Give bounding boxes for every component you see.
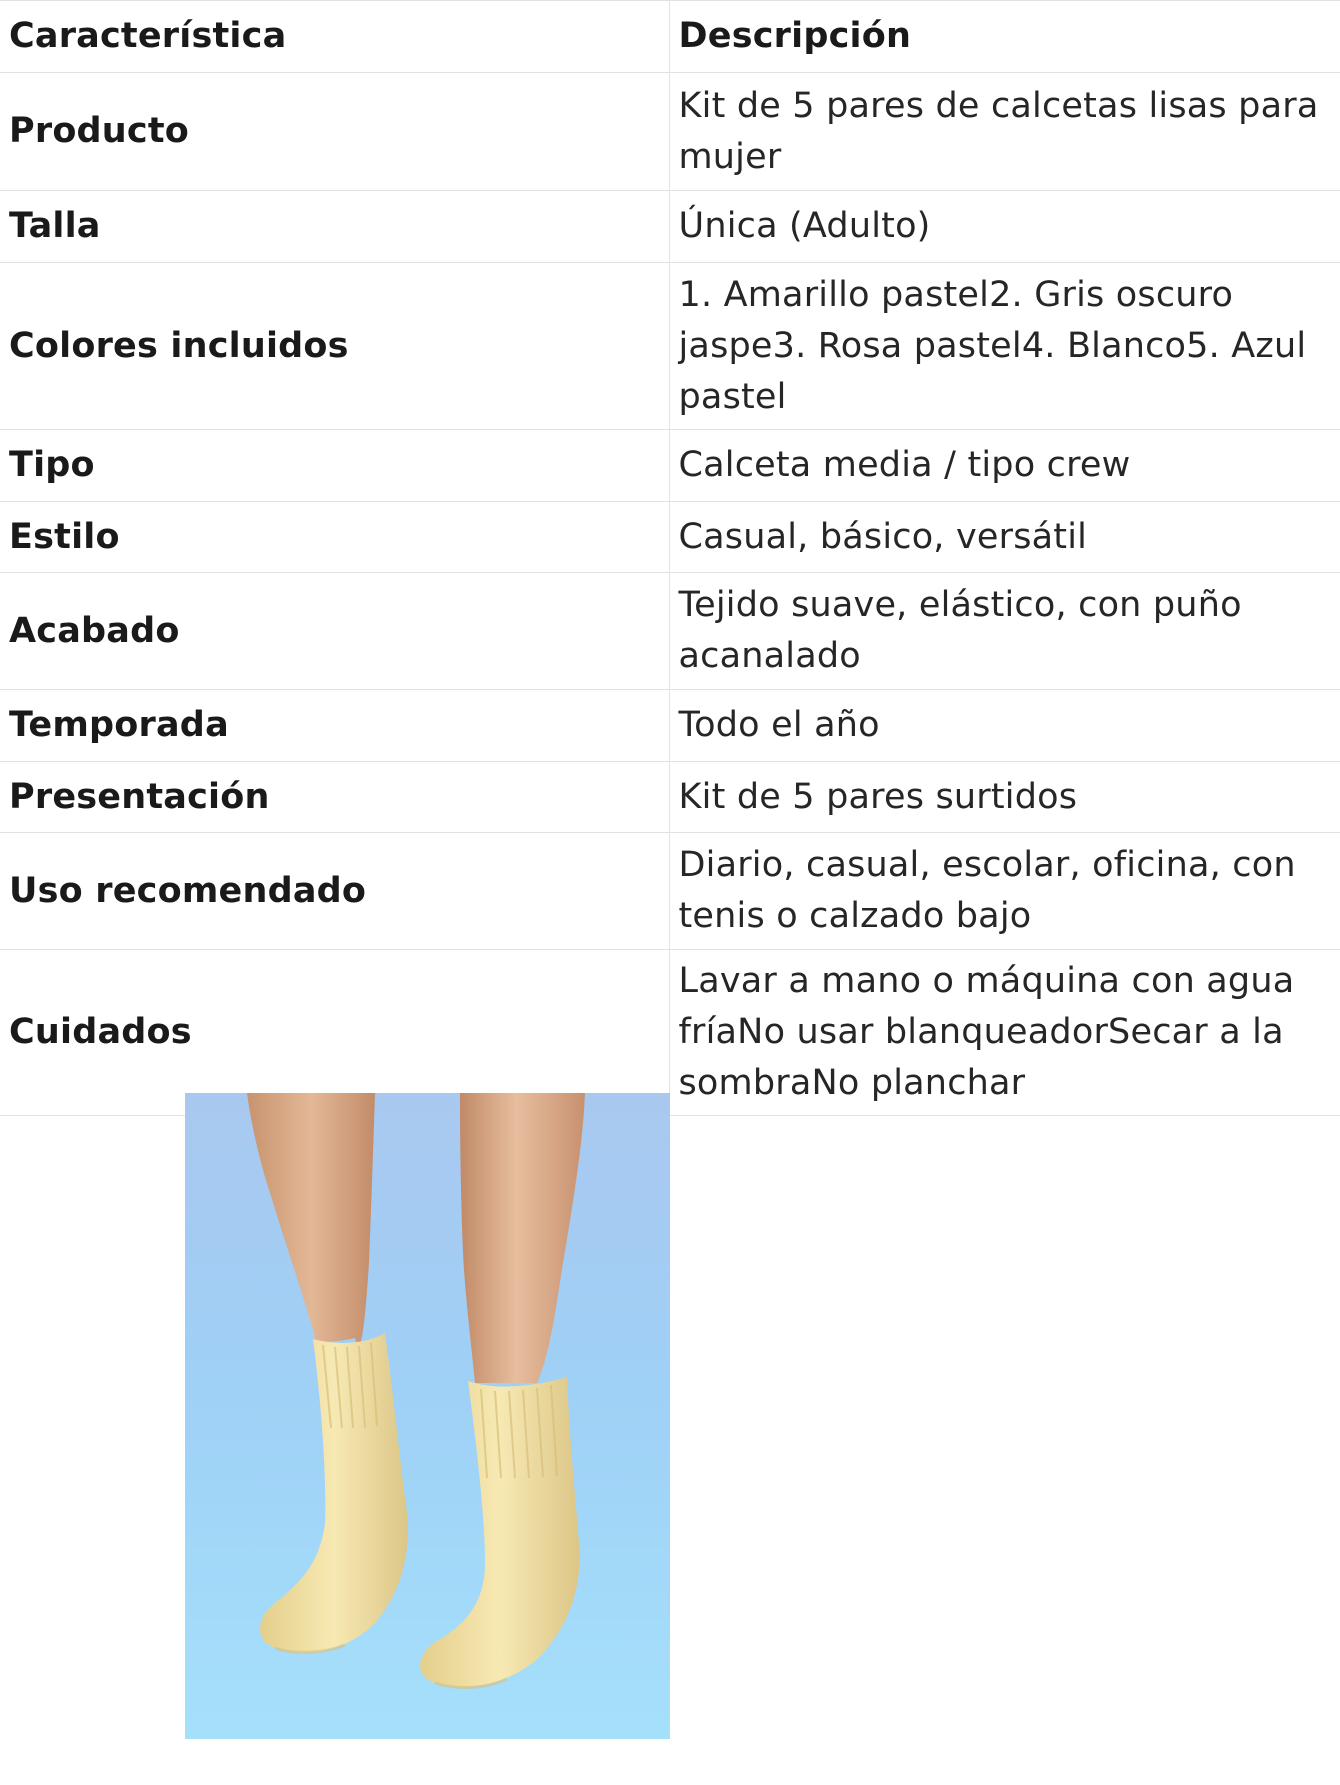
row-value: Única (Adulto) bbox=[669, 191, 1340, 263]
table-row bbox=[0, 573, 1340, 690]
row-label: Temporada bbox=[0, 690, 669, 762]
table-row bbox=[0, 762, 1340, 833]
row-value: 1. Amarillo pastel2. Gris oscuro jaspe3. Rosa pastel4. Blanco5. Azul pastel bbox=[669, 263, 1340, 430]
socks-illustration bbox=[185, 1093, 670, 1739]
table-row bbox=[0, 263, 1340, 430]
table-row bbox=[0, 191, 1340, 263]
table-row bbox=[0, 430, 1340, 502]
row-value: Tejido suave, elástico, con puño acanalado bbox=[669, 573, 1340, 690]
row-label: Tipo bbox=[0, 430, 669, 502]
table-row bbox=[0, 690, 1340, 762]
header-descripcion: Descripción bbox=[669, 1, 1340, 73]
left-leg bbox=[247, 1093, 375, 1346]
row-value: Diario, casual, escolar, oficina, con tenis o calzado bajo bbox=[669, 833, 1340, 950]
row-value: Lavar a mano o máquina con agua fríaNo usar blanqueadorSecar a la sombraNo planchar bbox=[669, 950, 1340, 1116]
left-sock bbox=[260, 1333, 408, 1653]
row-label: Colores incluidos bbox=[0, 263, 669, 430]
row-label: Presentación bbox=[0, 762, 669, 833]
table-row bbox=[0, 73, 1340, 191]
row-label: Estilo bbox=[0, 502, 669, 573]
row-value: Kit de 5 pares surtidos bbox=[669, 762, 1340, 833]
product-photo bbox=[185, 1093, 670, 1739]
right-leg bbox=[460, 1093, 585, 1383]
row-label: Producto bbox=[0, 73, 669, 191]
table-row bbox=[0, 833, 1340, 950]
row-value: Calceta media / tipo crew bbox=[669, 430, 1340, 502]
header-caracteristica: Característica bbox=[0, 1, 669, 73]
row-value: Casual, básico, versátil bbox=[669, 502, 1340, 573]
table-row bbox=[0, 950, 1340, 1116]
row-label: Uso recomendado bbox=[0, 833, 669, 950]
table-header-row bbox=[0, 1, 1340, 73]
right-sock bbox=[420, 1377, 579, 1687]
row-value: Kit de 5 pares de calcetas lisas para mujer bbox=[669, 73, 1340, 191]
row-label: Talla bbox=[0, 191, 669, 263]
row-label: Cuidados bbox=[0, 950, 669, 1116]
table-row bbox=[0, 502, 1340, 573]
row-label: Acabado bbox=[0, 573, 669, 690]
row-value: Todo el año bbox=[669, 690, 1340, 762]
